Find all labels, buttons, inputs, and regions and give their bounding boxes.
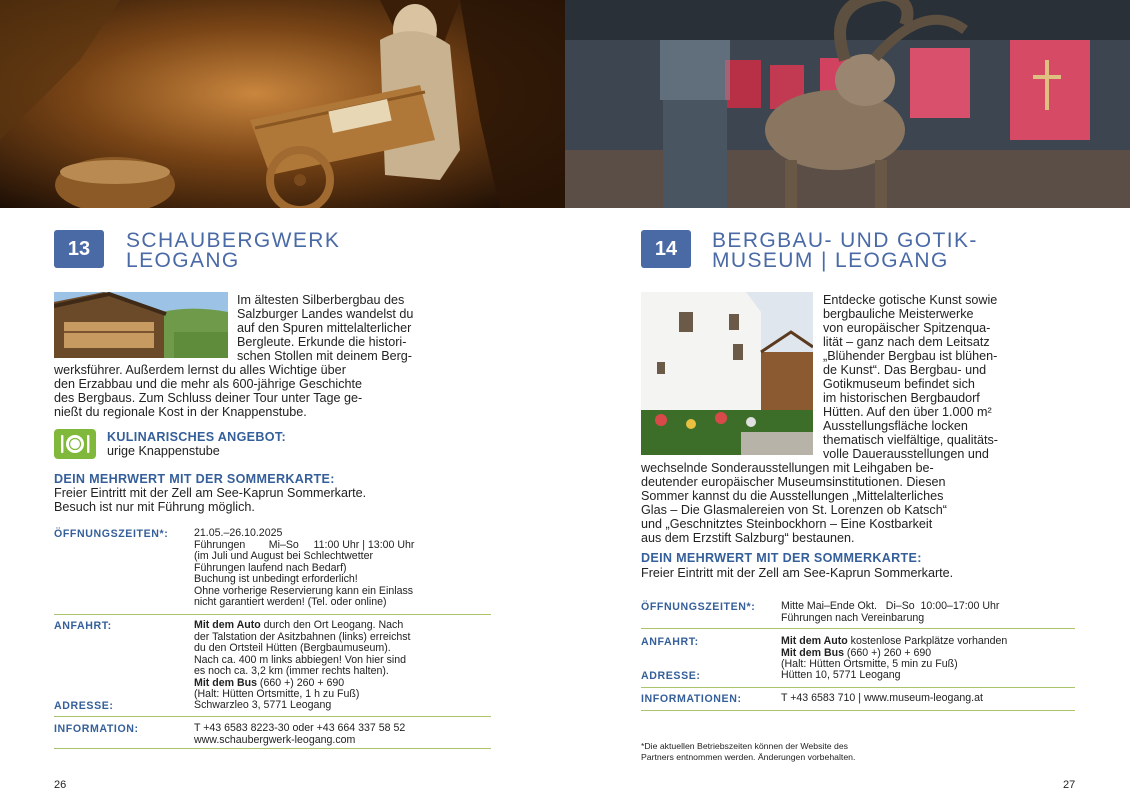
opening-hours-line: (im Juli und August bei Schlechtwetter [194, 550, 374, 562]
directions-label: ANFAHRT: [54, 620, 112, 632]
section-divider [641, 628, 1075, 629]
address-value [781, 670, 901, 682]
page-right [565, 0, 1130, 794]
intro-line: Im ältesten Silberbergbau des [237, 293, 405, 307]
phone-website-text[interactable]: T +43 6583 710 | www.museum-leogang.at [781, 692, 983, 704]
opening-hours-line: Führungen laufend nach Bedarf) [194, 561, 347, 574]
intro-line: werksführer. Außerdem lernst du alles Wichtige über [54, 363, 346, 377]
section-divider [641, 687, 1075, 688]
benefit-heading: DEIN MEHRWERT MIT DER SOMMERKARTE: [641, 551, 922, 565]
opening-hours-line: nicht garantiert werden! (Tel. oder online) [194, 596, 387, 608]
opening-hours-label: ÖFFNUNGSZEITEN*: [641, 601, 756, 613]
directions-line: der Talstation der Asitzbahnen (links) erreichst [194, 630, 411, 643]
footnote-line: *Die aktuellen Betriebszeiten können der Website des [641, 741, 849, 751]
opening-hours-value [194, 528, 504, 609]
address-label: ADRESSE: [641, 670, 701, 682]
intro-text [641, 293, 1077, 545]
intro-line: deutender europäischer Museumsinstitutionen. Diesen [641, 475, 946, 489]
opening-hours-line: Mitte Mai–Ende Okt. Di–So 10:00–17:00 Uhr [781, 600, 1000, 612]
entry-title-line: SCHAUBERGWERK [126, 229, 341, 252]
by-car-label: Mit dem Auto [781, 635, 848, 647]
intro-line: thematisch vielfältige, qualitäts- [823, 433, 998, 447]
intro-line: Entdecke gotische Kunst sowie [823, 293, 998, 307]
entry-title-line: BERGBAU- UND GOTIK- [712, 229, 978, 252]
bus-stop-text: (Halt: Hütten Ortsmitte, 1 h zu Fuß) [194, 688, 360, 700]
entry-title [126, 231, 340, 271]
section-divider [54, 614, 491, 615]
phone-text: T +43 6583 8223-30 oder +43 664 337 58 52 [194, 722, 406, 734]
benefit-line: Freier Eintritt mit der Zell am See-Kaprun Sommerkarte. [54, 486, 367, 500]
intro-line: wechselnde Sonderausstellungen mit Leihgaben be- [641, 461, 934, 475]
address-value [194, 700, 331, 712]
intro-line: Sommer kannst du die Ausstellungen „Mittelalterliches [641, 489, 944, 503]
by-bus-label: Mit dem Bus [194, 676, 257, 689]
intro-line: und „Geschnitztes Steinbockhorn – Eine Kostbarkeit [641, 517, 933, 531]
intro-line: Glas – Die Glasmalereien von St. Lorenzen ob Katsch“ [641, 503, 947, 517]
intro-line: lität – ganz nach dem Leitsatz [823, 335, 990, 349]
benefit-line: Besuch ist nur mit Führung möglich. [54, 500, 255, 514]
information-label: INFORMATION: [54, 723, 139, 735]
intro-line: aus dem Erzstift Salzburg“ bestaunen. [641, 531, 855, 545]
intro-line: de Kunst“. Das Bergbau- und [823, 363, 987, 377]
intro-line: Hütten. Auf den über 1.000 m² [823, 405, 992, 419]
directions-label: ANFAHRT: [641, 636, 699, 648]
culinary-heading: KULINARISCHES ANGEBOT: [107, 430, 286, 444]
by-car-text: durch den Ort Leogang. Nach [260, 619, 404, 631]
intro-line: Bergleute. Erkunde die histori- [237, 335, 407, 349]
section-divider [641, 710, 1075, 711]
mine-hero-photo [0, 0, 565, 208]
directions-line: es noch ca. 3,2 km (immer rechts halten). [194, 665, 389, 677]
information-value [194, 723, 405, 746]
section-divider [54, 748, 491, 749]
directions-line: Nach ca. 400 m links abbiegen! Von hier sind [194, 653, 407, 666]
entry-title [712, 231, 978, 271]
section-divider [54, 716, 491, 717]
opening-hours-line: 21.05.–26.10.2025 [194, 527, 283, 539]
page-number: 26 [54, 779, 67, 791]
opening-hours-line: Führungen nach Vereinbarung [781, 611, 925, 624]
opening-hours-line: Ohne vorherige Reservierung kann ein Einlass [194, 584, 414, 597]
plate-cutlery-icon [54, 429, 96, 459]
address-line: Hütten 10, 5771 Leogang [781, 669, 901, 681]
footnote [641, 741, 855, 762]
by-bus-text: (660 +) 260 + 690 [843, 646, 932, 659]
intro-line: Gotikmuseum befindet sich [823, 377, 975, 391]
entry-title-line: MUSEUM | LEOGANG [712, 249, 949, 272]
information-value [781, 693, 983, 705]
intro-line: auf den Spuren mittelalterlicher [237, 321, 412, 335]
intro-line: „Blühender Bergbau ist blühen- [823, 349, 998, 363]
intro-line: bergbauliche Meisterwerke [823, 307, 974, 321]
directions-value [194, 620, 504, 701]
entry-number-badge: 13 [54, 230, 104, 268]
intro-line: Salzburger Landes wandelst du [237, 307, 414, 321]
address-label: ADRESSE: [54, 700, 114, 712]
entry-number-badge: 14 [641, 230, 691, 268]
by-bus-label: Mit dem Bus [781, 646, 844, 659]
by-car-label: Mit dem Auto [194, 619, 261, 631]
intro-line: volle Dauerausstellungen und [823, 447, 989, 461]
opening-hours-value [781, 601, 999, 624]
opening-hours-line: Buchung ist unbedingt erforderlich! [194, 573, 358, 585]
intro-line: im historischen Bergbaudorf [823, 391, 980, 405]
bus-stop-text: (Halt: Hütten Ortsmitte, 5 min zu Fuß) [781, 658, 958, 670]
benefit-text [641, 566, 953, 580]
intro-line: schen Stollen mit deinem Berg- [237, 349, 412, 363]
intro-line: von europäischer Spitzenqua- [823, 321, 991, 335]
directions-line: du den Ortsteil Hütten (Bergbaumuseum). [194, 642, 391, 654]
footnote-line: Partners entnommen werden. Änderungen vorbehalten. [641, 751, 856, 762]
by-bus-text: (660 +) 260 + 690 [256, 676, 345, 689]
address-line: Schwarzleo 3, 5771 Leogang [194, 699, 332, 711]
entry-title-line: LEOGANG [126, 249, 240, 272]
benefit-heading: DEIN MEHRWERT MIT DER SOMMERKARTE: [54, 472, 335, 486]
intro-line: des Bergbaus. Zum Schluss deiner Tour unter Tage ge- [54, 391, 363, 405]
intro-line: den Erzabbau und die mehr als 600-jährige Geschichte [54, 377, 363, 391]
benefit-line: Freier Eintritt mit der Zell am See-Kaprun Sommerkarte. [641, 566, 954, 580]
website-link[interactable]: www.schaubergwerk-leogang.com [194, 733, 356, 746]
opening-hours-line: Führungen Mi–So 11:00 Uhr | 13:00 Uhr [194, 538, 415, 551]
benefit-text [54, 486, 366, 514]
page-number: 27 [1063, 779, 1076, 791]
directions-value [781, 636, 1007, 671]
museum-hero-photo [565, 0, 1130, 208]
by-car-text: kostenlose Parkplätze vorhanden [847, 635, 1008, 647]
culinary-text: urige Knappenstube [107, 444, 220, 458]
intro-line: Ausstellungsfläche locken [823, 419, 968, 433]
intro-text [54, 293, 497, 419]
opening-hours-label: ÖFFNUNGSZEITEN*: [54, 528, 169, 540]
information-label: INFORMATIONEN: [641, 693, 742, 705]
intro-line: nießt du regionale Kost in der Knappenstube. [54, 405, 307, 419]
